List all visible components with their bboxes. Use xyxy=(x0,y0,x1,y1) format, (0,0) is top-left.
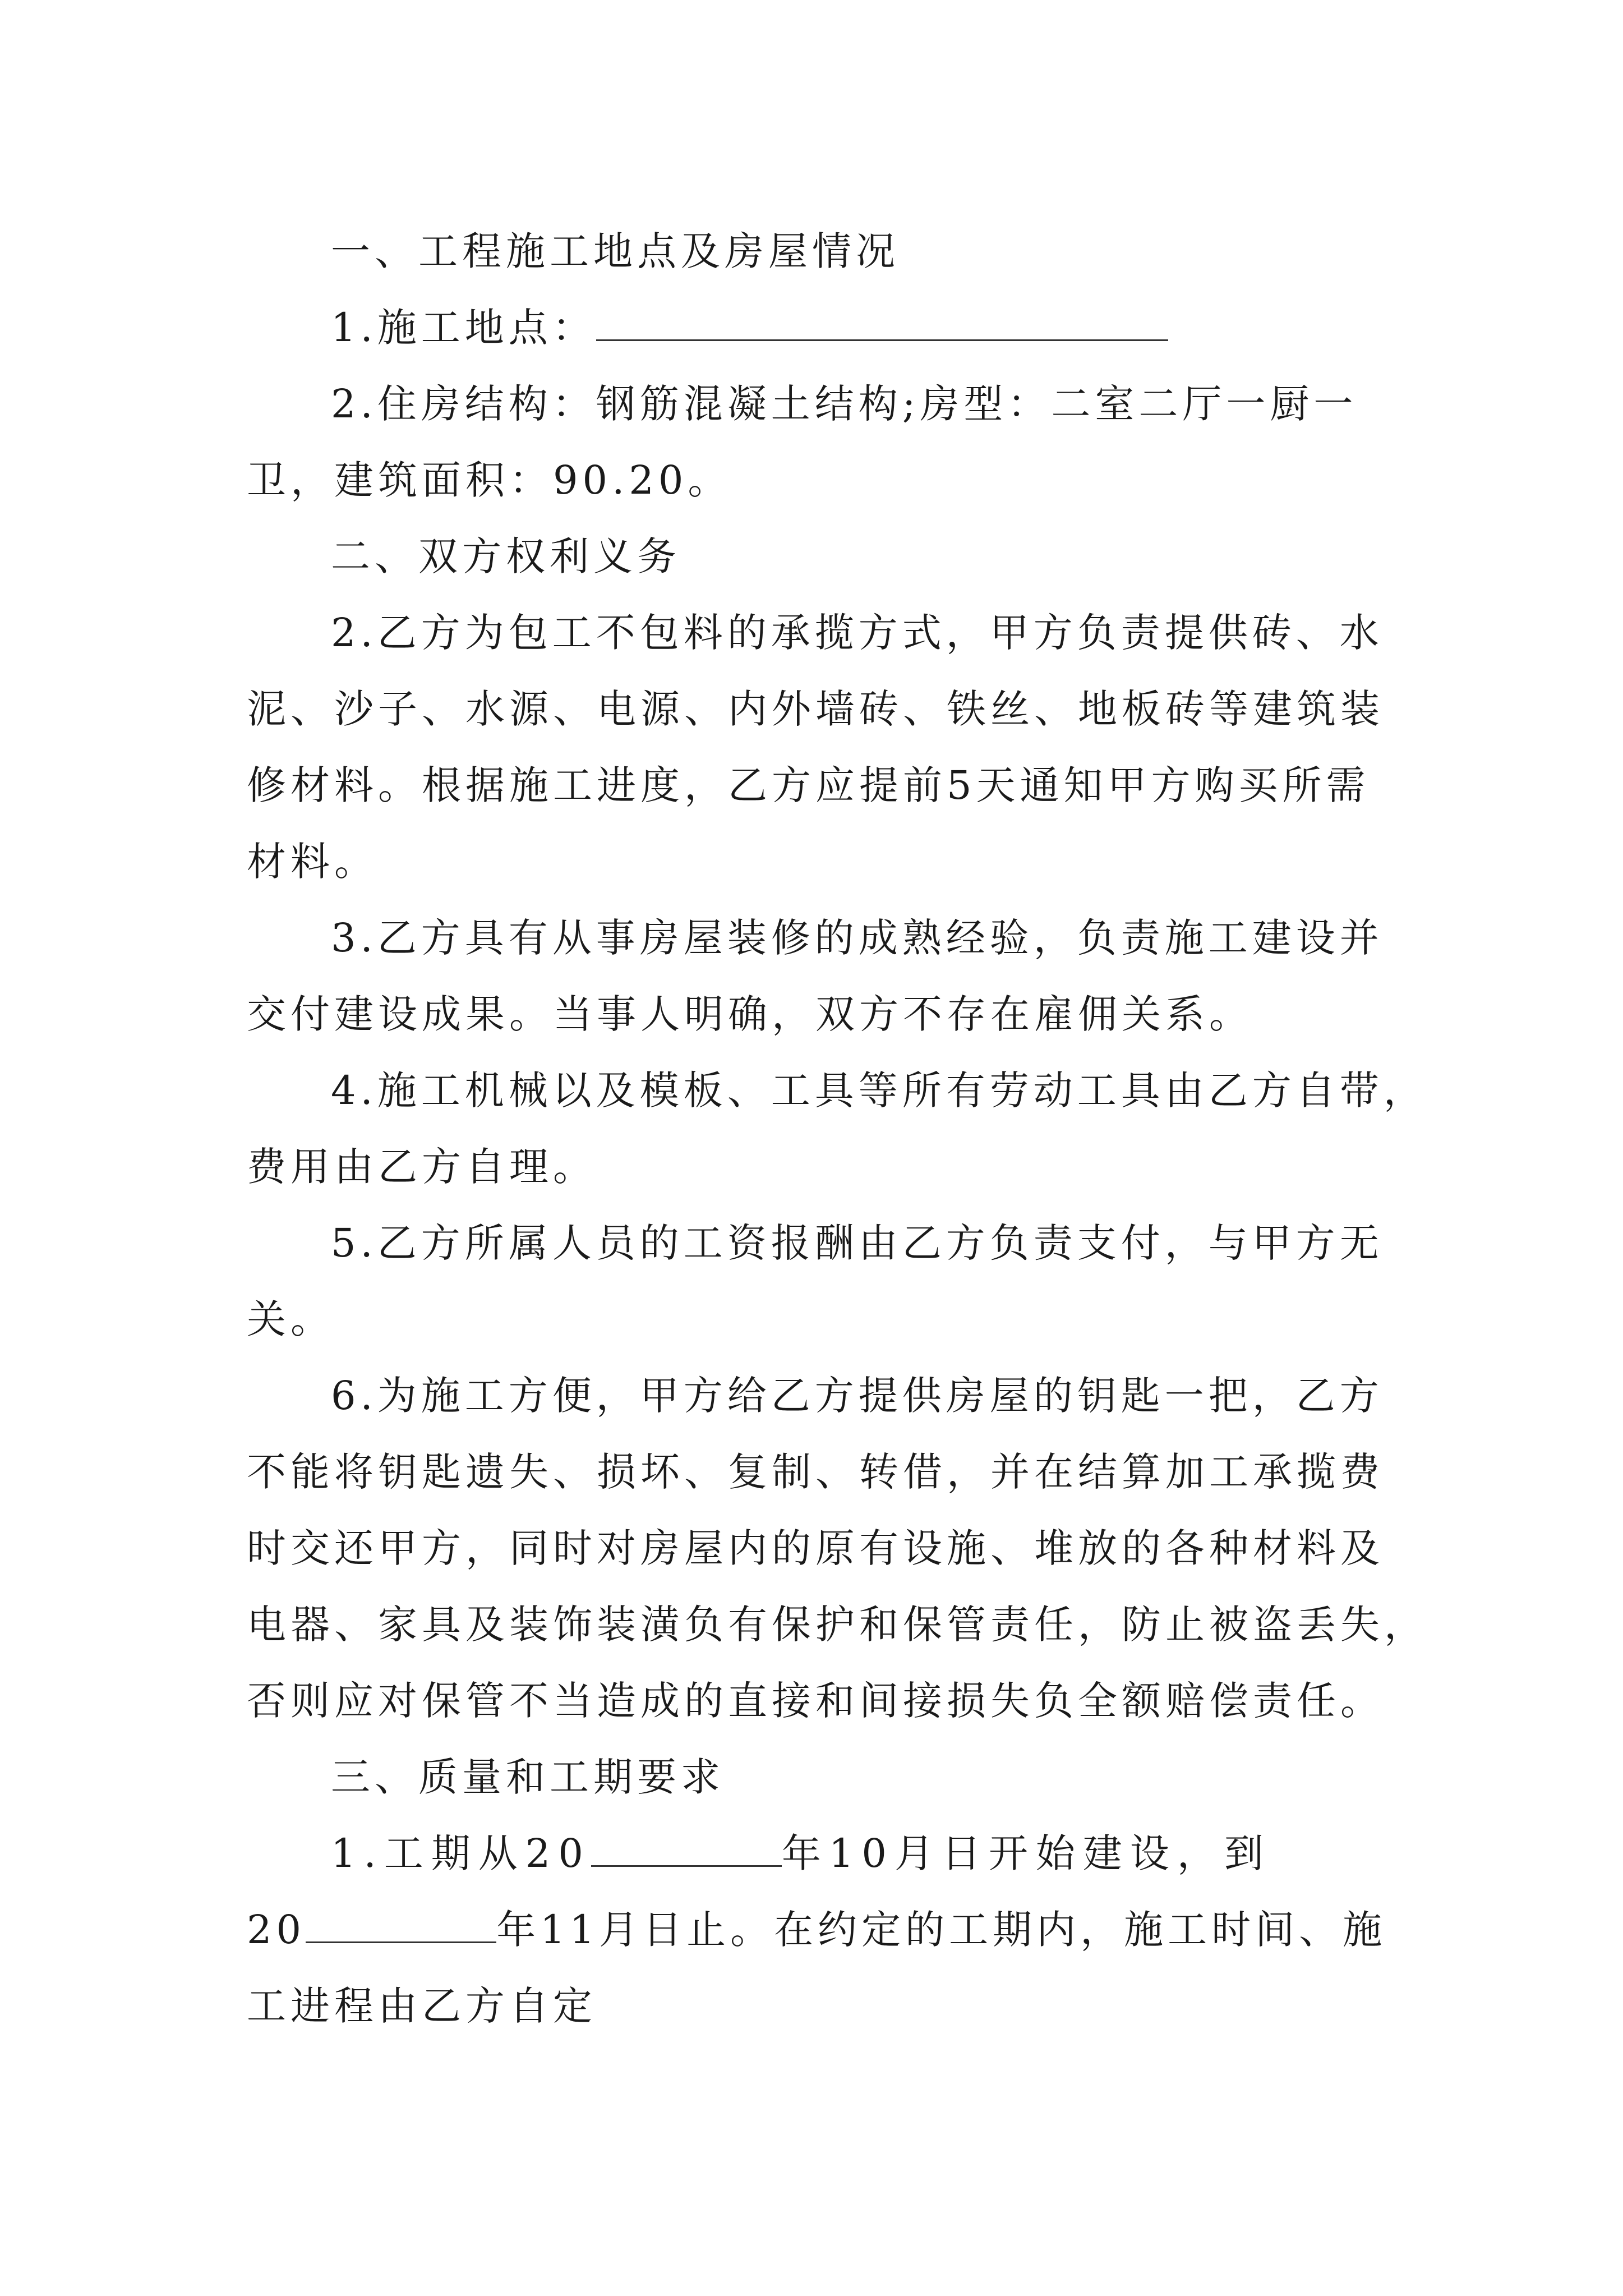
paragraph-line: 时交还甲方，同时对房屋内的原有设施、堆放的各种材料及 xyxy=(247,1525,1384,1571)
text-segment: 20 xyxy=(247,1907,306,1953)
section-heading: 二、双方权利义务 xyxy=(331,533,681,579)
text-segment: 1.工期从20 xyxy=(331,1830,591,1876)
section-heading: 一、工程施工地点及房屋情况 xyxy=(331,228,900,274)
text-segment: 年10月日开始建设，到 xyxy=(781,1830,1271,1876)
paragraph-line: 5.乙方所属人员的工资报酬由乙方负责支付，与甲方无 xyxy=(331,1220,1384,1266)
paragraph-line: 电器、家具及装饰装潢负有保护和保管责任，防止被盗丢失， xyxy=(247,1602,1428,1648)
paragraph-line: 交付建设成果。当事人明确，双方不存在雇佣关系。 xyxy=(247,991,1253,1037)
paragraph-line: 不能将钥匙遗失、损坏、复制、转借，并在结算加工承揽费 xyxy=(247,1449,1384,1495)
paragraph-line: 6.为施工方便，甲方给乙方提供房屋的钥匙一把，乙方 xyxy=(331,1373,1384,1419)
paragraph-line: 修材料。根据施工进度，乙方应提前5天通知甲方购买所需 xyxy=(247,762,1370,808)
paragraph-line: 关。 xyxy=(247,1296,334,1342)
paragraph-line xyxy=(247,1815,1396,1892)
paragraph-line: 4.施工机械以及模板、工具等所有劳动工具由乙方自带， xyxy=(331,1068,1427,1114)
section-heading: 三、质量和工期要求 xyxy=(331,1754,725,1800)
paragraph-line: 工进程由乙方自定 xyxy=(247,1983,597,2029)
blank-field xyxy=(596,300,1168,341)
paragraph-line xyxy=(247,289,1396,366)
paragraph-line: 卫，建筑面积：90.20。 xyxy=(247,457,732,503)
field-label: 1.施工地点： xyxy=(331,305,596,351)
text-segment: 年11月日止。在约定的工期内，施工时间、施 xyxy=(496,1907,1387,1953)
paragraph-line: 2.住房结构：钢筋混凝土结构;房型：二室二厅一厨一 xyxy=(331,381,1358,427)
blank-field xyxy=(591,1826,782,1867)
blank-field xyxy=(306,1902,496,1943)
paragraph-line: 费用由乙方自理。 xyxy=(247,1144,597,1190)
paragraph-line: 2.乙方为包工不包料的承揽方式，甲方负责提供砖、水 xyxy=(331,610,1384,656)
paragraph-line: 泥、沙子、水源、电源、内外墙砖、铁丝、地板砖等建筑装 xyxy=(247,686,1384,732)
paragraph-line xyxy=(247,1892,1396,1968)
paragraph-line: 否则应对保管不当造成的直接和间接损失负全额赔偿责任。 xyxy=(247,1678,1384,1724)
paragraph-line: 材料。 xyxy=(247,839,378,885)
paragraph-line: 3.乙方具有从事房屋装修的成熟经验，负责施工建设并 xyxy=(331,915,1384,961)
document-page xyxy=(247,213,1428,2044)
